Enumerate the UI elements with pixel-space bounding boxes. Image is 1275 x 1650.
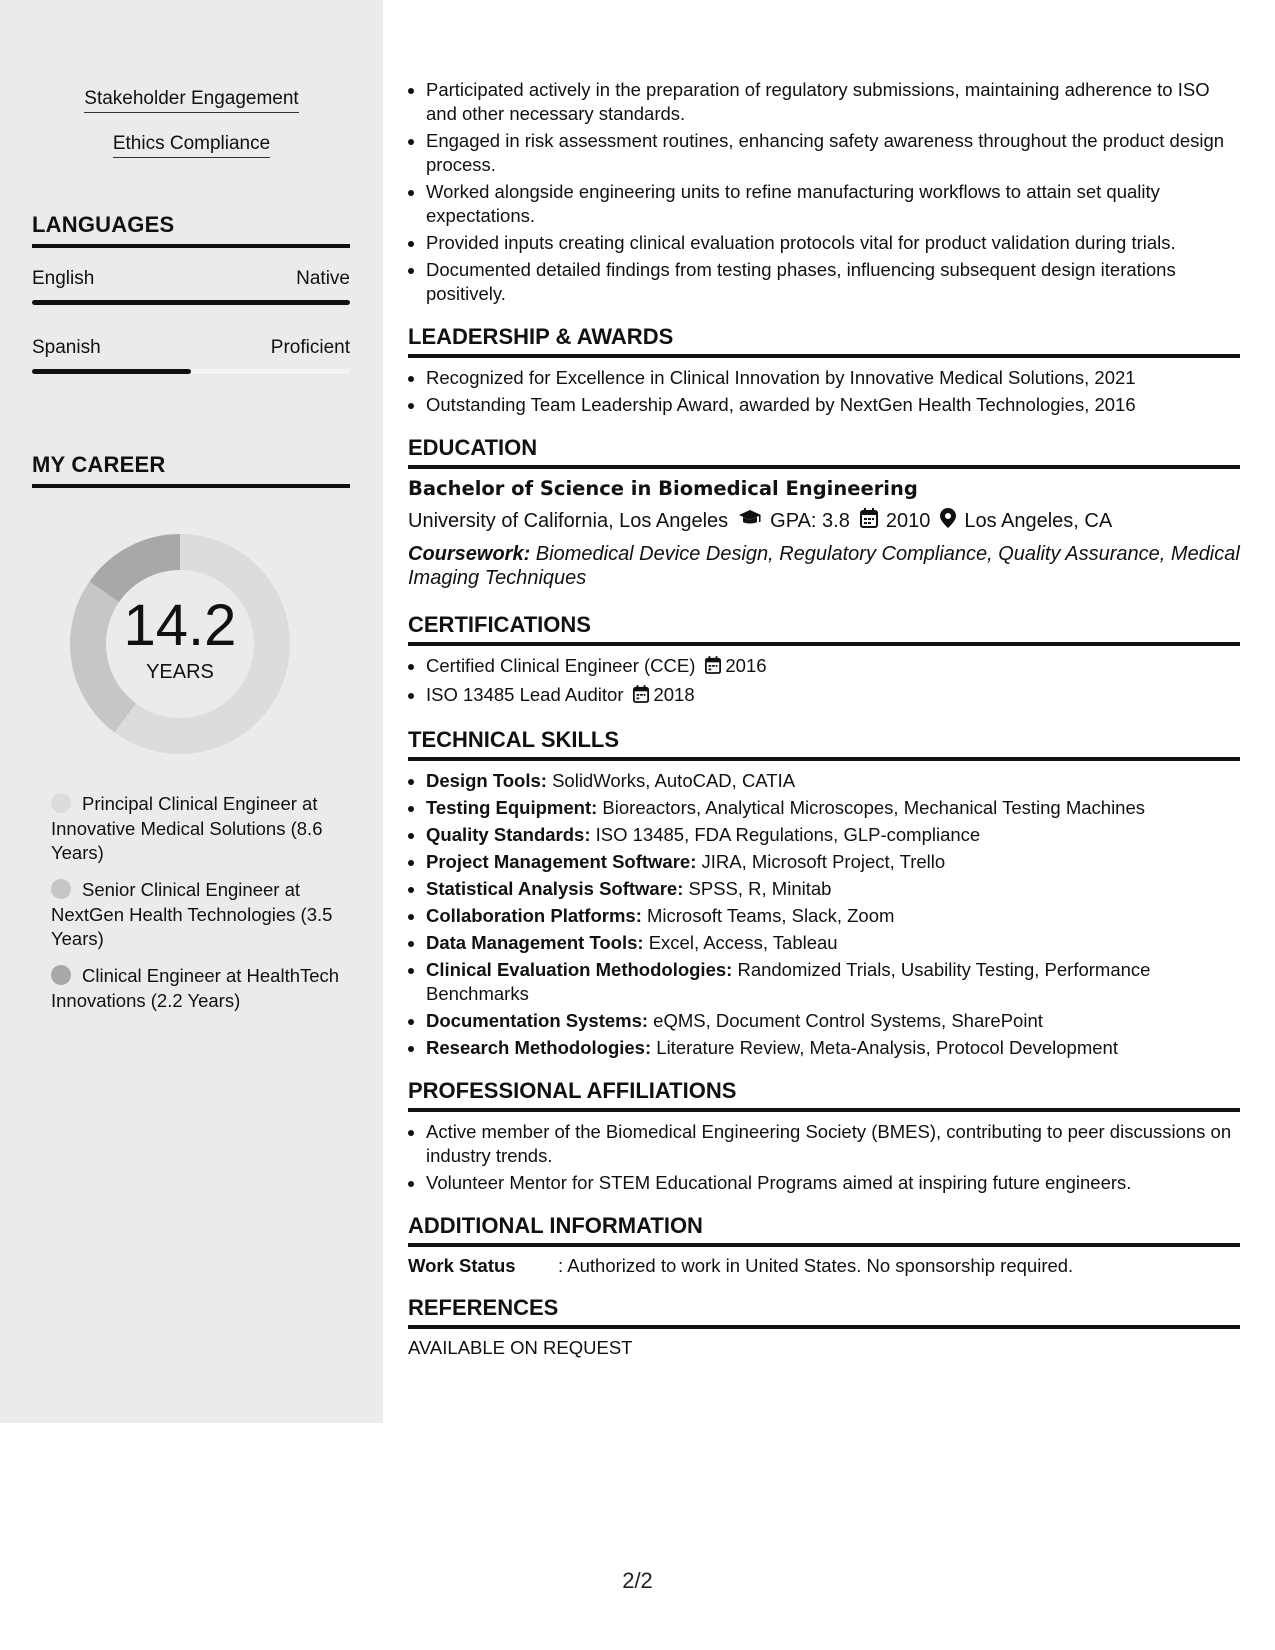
list-item: Documented detailed findings from testing phases, influencing subsequent design iterations positively. [426,258,1240,306]
career-donut-chart [66,530,294,758]
language-bar [32,369,350,374]
affiliations-list [408,1120,1240,1195]
sidebar [0,0,383,1423]
language-bar-fill [32,369,191,374]
list-item: Clinical Evaluation Methodologies: Randomized Trials, Usability Testing, Performance Benchmarks [426,958,1240,1006]
language-bar-fill [32,300,350,305]
education-details [408,508,1240,534]
leadership-list [408,366,1240,417]
list-item: Statistical Analysis Software: SPSS, R, Minitab [426,877,1240,901]
list-item: Recognized for Excellence in Clinical Innovation by Innovative Medical Solutions, 2021 [426,366,1240,390]
education-heading: EDUCATION [408,435,1240,469]
list-item: Participated actively in the preparation of regulatory submissions, maintaining adherence to ISO and other necessary standards. [426,78,1240,126]
references-heading: REFERENCES [408,1295,1240,1329]
legend-dot [51,879,71,899]
list-item: Worked alongside engineering units to refine manufacturing workflows to attain set quality expectations. [426,180,1240,228]
skill-item: Stakeholder Engagement [0,88,383,113]
list-item: Provided inputs creating clinical evaluation protocols vital for product validation during trials. [426,231,1240,255]
graduation-cap-icon [738,509,762,533]
experience-bullets [408,78,1240,306]
leadership-heading: LEADERSHIP & AWARDS [408,324,1240,358]
language-level: Native [296,268,350,289]
list-item: Volunteer Mentor for STEM Educational Programs aimed at inspiring future engineers. [426,1171,1240,1195]
education-gpa: GPA: 3.8 [770,509,850,532]
calendar-icon [633,685,649,709]
list-item: Design Tools: SolidWorks, AutoCAD, CATIA [426,769,1240,793]
calendar-icon [705,656,721,680]
education-degree: Bachelor of Science in Biomedical Engineering [408,477,918,500]
language-row [32,337,350,359]
languages-heading: LANGUAGES [32,212,350,248]
certifications-list [408,654,1240,709]
list-item: ISO 13485 Lead Auditor 2018 [426,683,1240,709]
career-legend-item: Principal Clinical Engineer at Innovative Medical Solutions (8.6 Years) [51,793,323,863]
career-donut-center [66,530,294,758]
list-item: Testing Equipment: Bioreactors, Analytical Microscopes, Mechanical Testing Machines [426,796,1240,820]
main-content [408,78,1240,1359]
list-item: Collaboration Platforms: Microsoft Teams, Slack, Zoom [426,904,1240,928]
skill-item: Ethics Compliance [0,133,383,158]
work-status-label: Work Status [408,1255,516,1276]
references-text: AVAILABLE ON REQUEST [408,1337,633,1358]
career-legend-item: Senior Clinical Engineer at NextGen Health Technologies (3.5 Years) [51,879,333,949]
certifications-heading: CERTIFICATIONS [408,612,1240,646]
list-item: Documentation Systems: eQMS, Document Control Systems, SharePoint [426,1009,1240,1033]
career-heading: MY CAREER [32,452,350,488]
education-location: Los Angeles, CA [964,509,1113,532]
list-item: Certified Clinical Engineer (CCE) 2016 [426,654,1240,680]
technical-skills-list [408,769,1240,1060]
education-school: University of California, Los Angeles [408,509,729,532]
list-item: Project Management Software: JIRA, Microsoft Project, Trello [426,850,1240,874]
list-item: Active member of the Biomedical Engineering Society (BMES), contributing to peer discussions on industry trends. [426,1120,1240,1168]
language-bar [32,300,350,305]
legend-dot [51,965,71,985]
education-coursework: Coursework: Biomedical Device Design, Regulatory Compliance, Quality Assurance, Medical Imaging Techniques [408,543,1240,589]
language-name: English [32,268,95,289]
career-legend-item: Clinical Engineer at HealthTech Innovations (2.2 Years) [51,965,340,1011]
language-row [32,268,350,290]
education-year: 2010 [885,509,931,532]
calendar-icon [860,508,878,534]
career-total-years: 14.2 [123,592,237,658]
language-name: Spanish [32,337,101,358]
technical-skills-heading: TECHNICAL SKILLS [408,727,1240,761]
list-item: Engaged in risk assessment routines, enhancing safety awareness throughout the product design process. [426,129,1240,177]
location-pin-icon [940,508,956,534]
work-status-value: : Authorized to work in United States. No sponsorship required. [558,1255,1074,1276]
list-item: Outstanding Team Leadership Award, awarded by NextGen Health Technologies, 2016 [426,393,1240,417]
list-item: Data Management Tools: Excel, Access, Tableau [426,931,1240,955]
career-total-unit: YEARS [146,660,214,683]
legend-dot [51,793,71,813]
language-level: Proficient [270,337,350,358]
list-item: Quality Standards: ISO 13485, FDA Regulations, GLP-compliance [426,823,1240,847]
affiliations-heading: PROFESSIONAL AFFILIATIONS [408,1078,1240,1112]
additional-info-heading: ADDITIONAL INFORMATION [408,1213,1240,1247]
list-item: Research Methodologies: Literature Review, Meta-Analysis, Protocol Development [426,1036,1240,1060]
work-status-row [408,1255,1240,1277]
page-number: 2/2 [622,1568,653,1593]
